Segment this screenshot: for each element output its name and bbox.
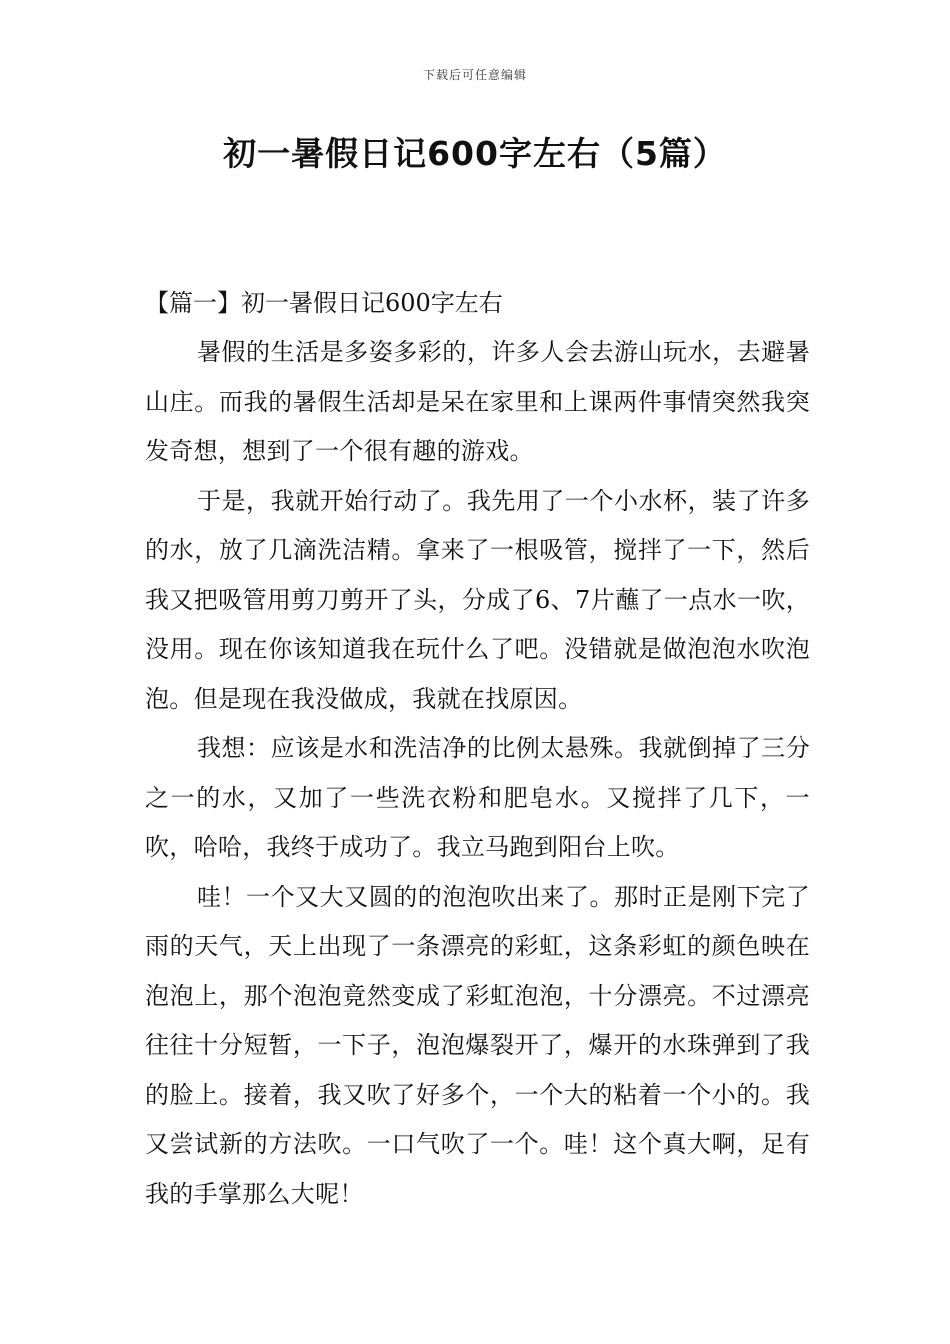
document-body <box>145 279 810 1219</box>
header-note: 下载后可任意编辑 <box>422 68 527 82</box>
section-heading: 【篇一】初一暑假日记600字左右 <box>145 289 503 317</box>
paragraph-2: 于是，我就开始行动了。我先用了一个小水杯，装了许多的水，放了几滴洗洁精。拿来了一根吸管，搅拌了一下，然后我又把吸管用剪刀剪开了头，分成了6、7片蘸了一点水一吹，没用。现在你该知道我在玩什么了吧。没错就是做泡泡水吹泡泡。但是现在我没做成，我就在找原因。 <box>145 486 810 713</box>
document-title: 初一暑假日记600字左右（5篇） <box>223 134 727 173</box>
paragraph-4: 哇！一个又大又圆的的泡泡吹出来了。那时正是刚下完了雨的天气，天上出现了一条漂亮的彩虹，这条彩虹的颜色映在泡泡上，那个泡泡竟然变成了彩虹泡泡，十分漂亮。不过漂亮往往十分短暂，一下子，泡泡爆裂开了，爆开的水珠弹到了我的脸上。接着，我又吹了好多个，一个大的粘着一个小的。我又尝试新的方法吹。一口气吹了一个。哇！这个真大啊，足有我的手掌那么大呢！ <box>145 882 810 1208</box>
paragraph-3: 我想：应该是水和洗洁净的比例太悬殊。我就倒掉了三分之一的水，又加了一些洗衣粉和肥皂水。又搅拌了几下，一吹，哈哈，我终于成功了。我立马跑到阳台上吹。 <box>145 734 810 861</box>
paragraph-1: 暑假的生活是多姿多彩的，许多人会去游山玩水，去避暑山庄。而我的暑假生活却是呆在家里和上课两件事情突然我突发奇想，想到了一个很有趣的游戏。 <box>145 338 810 465</box>
